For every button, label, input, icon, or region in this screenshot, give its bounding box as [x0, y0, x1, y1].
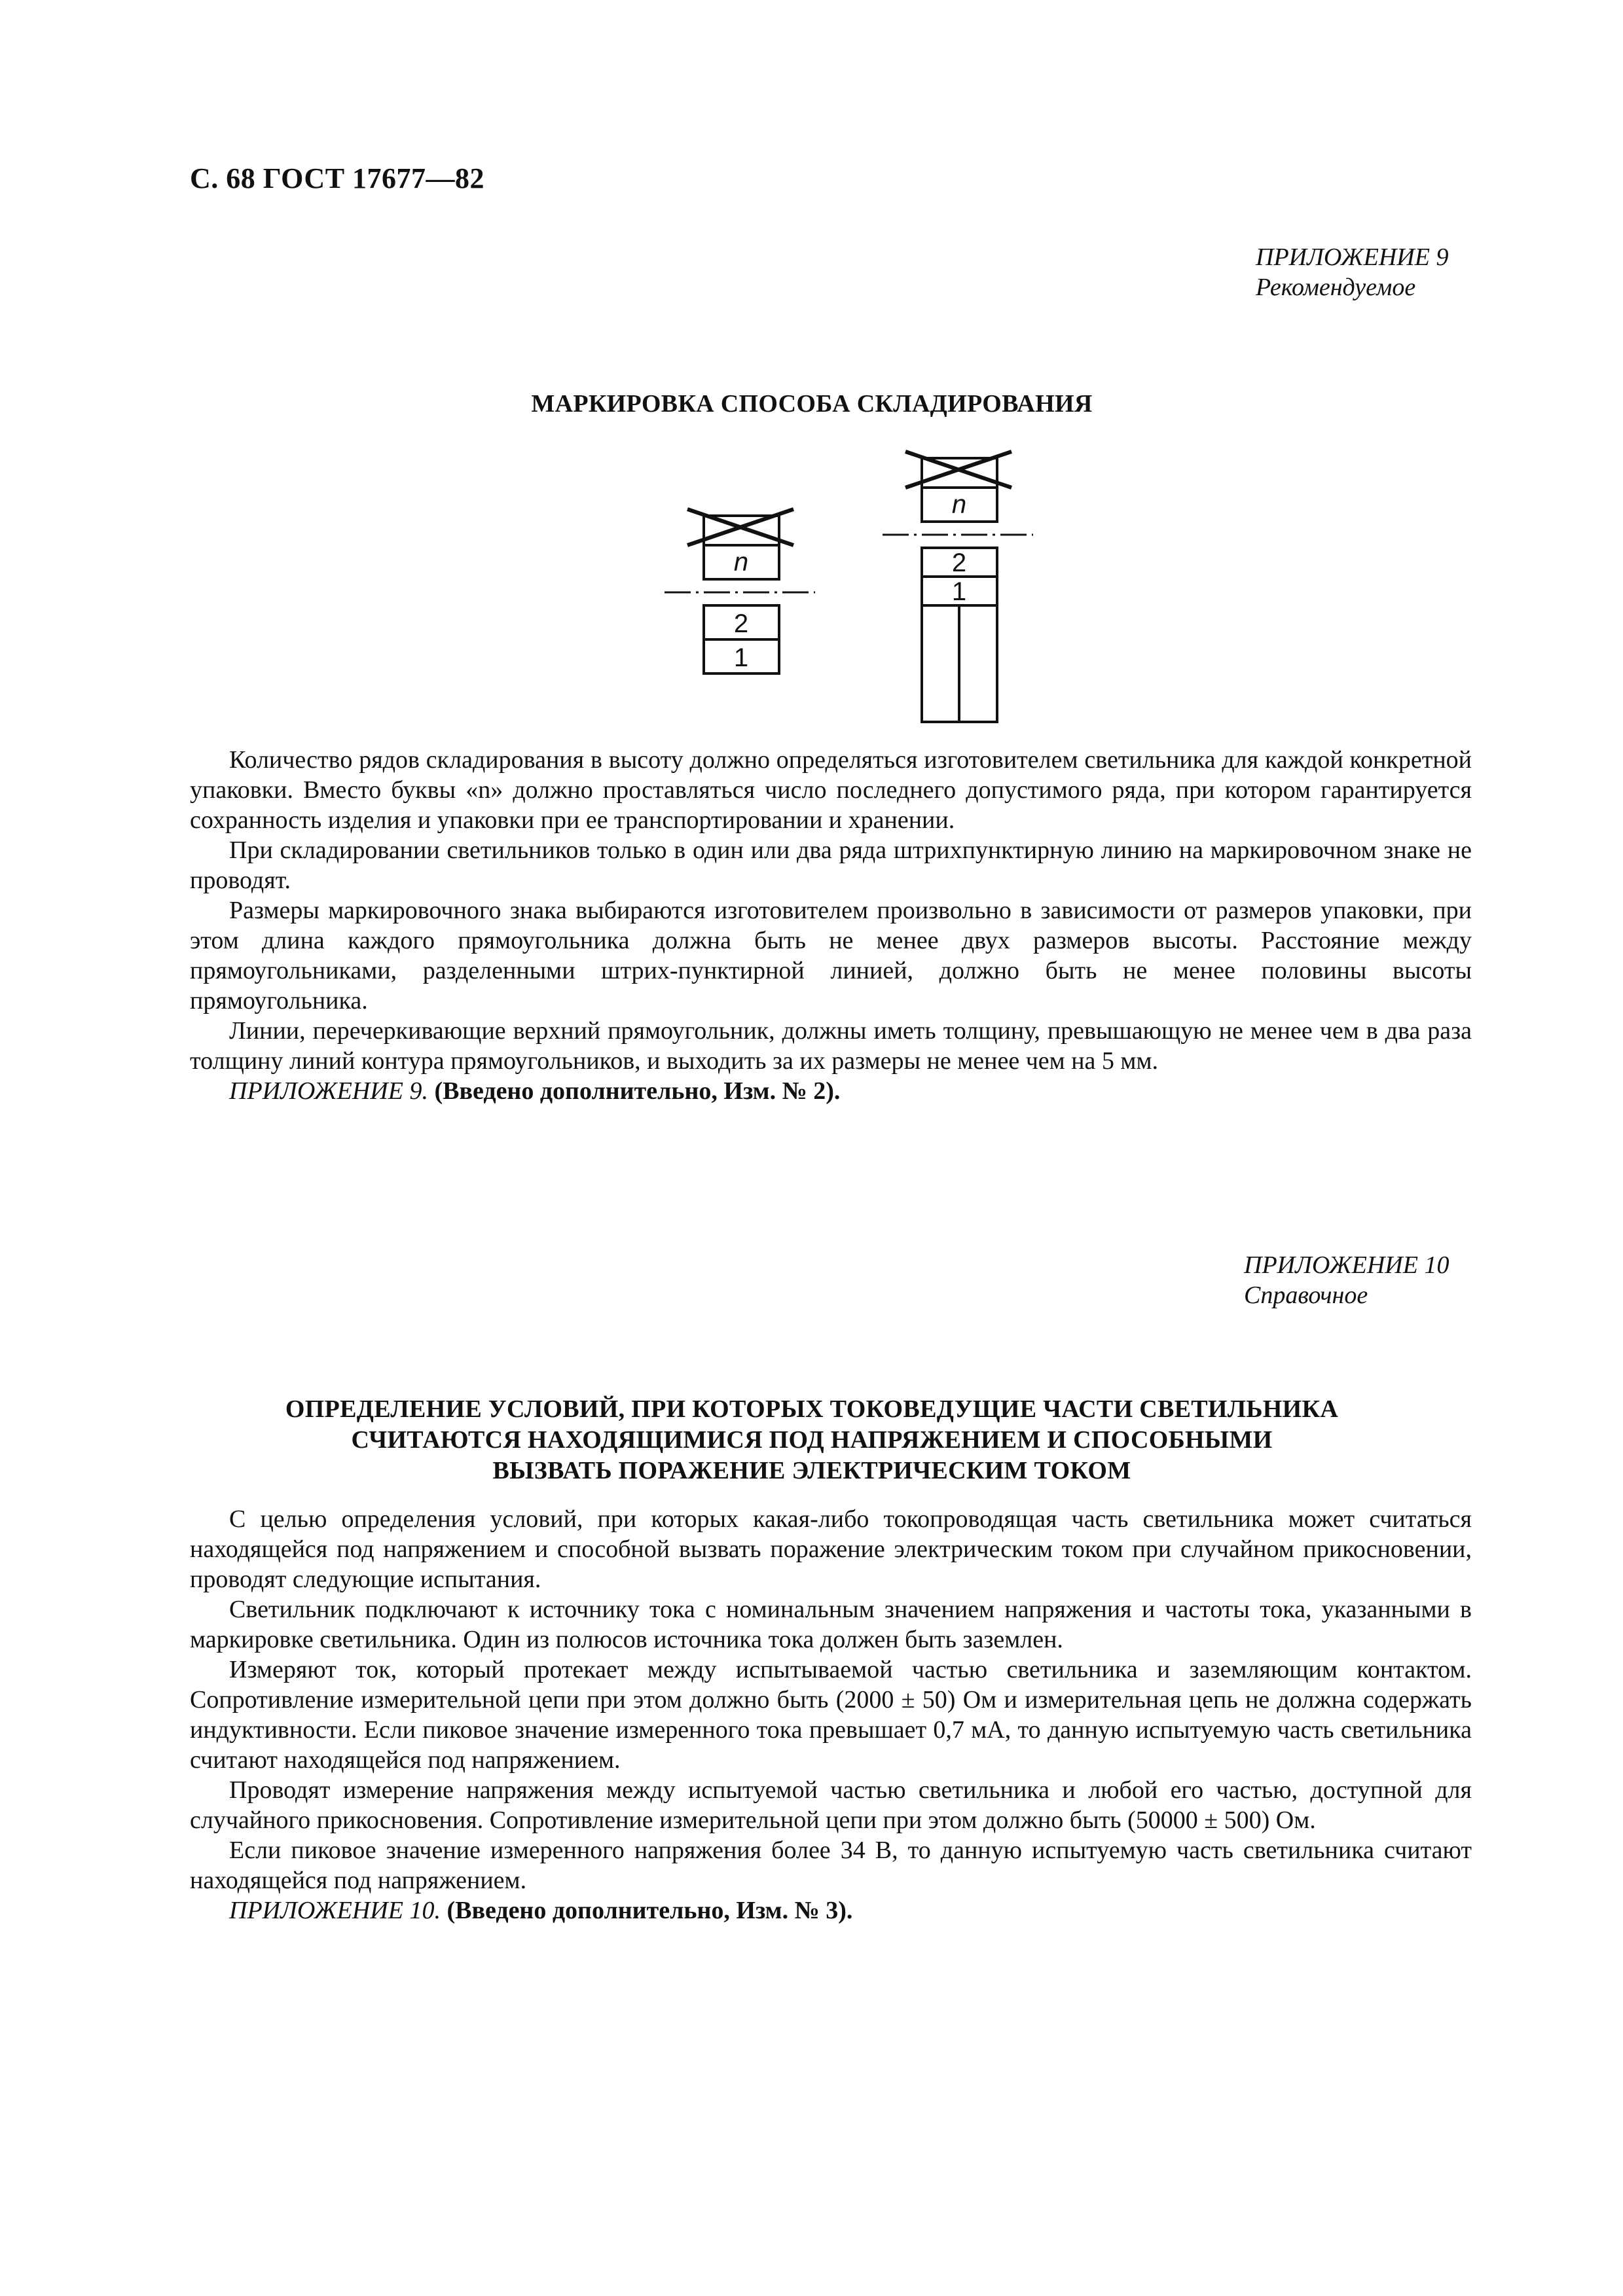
- appendix-10-label-block: [1244, 1250, 1449, 1310]
- right-n-label: n: [951, 490, 967, 519]
- appendix-10-note-text: (Введено дополнительно, Изм. № 3).: [447, 1897, 853, 1924]
- appendix-9-paragraph: Размеры маркировочного знака выбираются изготовителем произвольно в зависимости от размеров упаковки, при этом длина каждого прямоугольника должна быть не менее двух размеров высоты. Расстояние между прямоугольниками, разделенными штрих-пунктирной линией, должно быть не менее половины высоты прямоугольника.: [190, 897, 1472, 1014]
- appendix-9-paragraph: Количество рядов складирования в высоту должно определяться изготовителем светильника для каждой конкретной упаковки. Вместо буквы «n» должно проставляться число последнего допустимого ряда, при котором гарантируется сохранность изделия и упаковки при ее транспортировании и хранении.: [190, 746, 1472, 834]
- appendix-10-paragraph: Светильник подключают к источнику тока с номинальным значением напряжения и частоты тока, указанными в маркировке светильника. Один из полюсов источника тока должен быть заземлен.: [190, 1596, 1472, 1653]
- appendix-10-note: [190, 1895, 1472, 1926]
- appendix-10-note-ref: ПРИЛОЖЕНИЕ 10.: [229, 1897, 441, 1924]
- appendix-10-paragraph: Измеряют ток, который протекает между испытываемой частью светильника и заземляющим контактом. Сопротивление измерительной цепи при этом должно быть (2000 ± 50) Ом и измерительная цепь не должна содержать индуктивности. Если пиковое значение измеренного тока превышает 0,7 мА, то данную испытуемую часть светильника считают находящейся под напряжением.: [190, 1656, 1472, 1774]
- appendix-10-paragraph: Если пиковое значение измеренного напряжения более 34 В, то данную испытуемую часть светильника считают находящейся под напряжением.: [190, 1837, 1472, 1894]
- left-2-label: 2: [733, 609, 749, 638]
- appendix-10-title-line: ОПРЕДЕЛЕНИЕ УСЛОВИЙ, ПРИ КОТОРЫХ ТОКОВЕДУЩИЕ ЧАСТИ СВЕТИЛЬНИКА: [285, 1395, 1339, 1423]
- appendix-9-note: [190, 1076, 1472, 1106]
- appendix-10-title-line: СЧИТАЮТСЯ НАХОДЯЩИМИСЯ ПОД НАПРЯЖЕНИЕМ И СПОСОБНЫМИ: [351, 1426, 1273, 1454]
- storage-marking-figure: [642, 439, 1061, 726]
- left-n-label: n: [733, 548, 749, 577]
- appendix-9-paragraph: Линии, перечеркивающие верхний прямоугольник, должны иметь толщину, превышающую не менее чем в два раза толщину линий контура прямоугольников, и выходить за их размеры не менее чем на 5 мм.: [190, 1017, 1472, 1075]
- page-header: С. 68 ГОСТ 17677—82: [190, 162, 485, 194]
- appendix-10-body: [190, 1504, 1472, 1926]
- appendix-9-label-block: [1256, 242, 1448, 302]
- appendix-10-paragraph: С целью определения условий, при которых какая-либо токопроводящая часть светильника может считаться находящейся под напряжением и способной вызвать поражение электрическим током при случайном прикосновении, проводят следующие испытания.: [190, 1505, 1472, 1593]
- appendix-9-note-ref: ПРИЛОЖЕНИЕ 9.: [229, 1077, 428, 1105]
- appendix-10-label: ПРИЛОЖЕНИЕ 10: [1244, 1251, 1450, 1279]
- appendix-9-note-text: (Введено дополнительно, Изм. № 2).: [434, 1077, 841, 1105]
- right-1-label: 1: [951, 577, 967, 606]
- appendix-9-status: Рекомендуемое: [1256, 274, 1416, 301]
- appendix-9-label: ПРИЛОЖЕНИЕ 9: [1256, 243, 1449, 271]
- appendix-9-title: МАРКИРОВКА СПОСОБА СКЛАДИРОВАНИЯ: [531, 390, 1093, 418]
- right-2-label: 2: [951, 548, 967, 577]
- left-1-label: 1: [733, 643, 749, 672]
- appendix-10-paragraph: Проводят измерение напряжения между испытуемой частью светильника и любой его частью, доступной для случайного прикосновения. Сопротивление измерительной цепи при этом должно быть (50000 ± 500) Ом.: [190, 1776, 1472, 1834]
- appendix-9-paragraph: При складировании светильников только в один или два ряда штрихпунктирную линию на маркировочном знаке не проводят.: [190, 836, 1472, 894]
- appendix-10-title-line: ВЫЗВАТЬ ПОРАЖЕНИЕ ЭЛЕКТРИЧЕСКИМ ТОКОМ: [492, 1457, 1131, 1484]
- appendix-10-status: Справочное: [1244, 1282, 1368, 1309]
- appendix-10-title: [164, 1394, 1460, 1486]
- appendix-9-body: [190, 745, 1472, 1106]
